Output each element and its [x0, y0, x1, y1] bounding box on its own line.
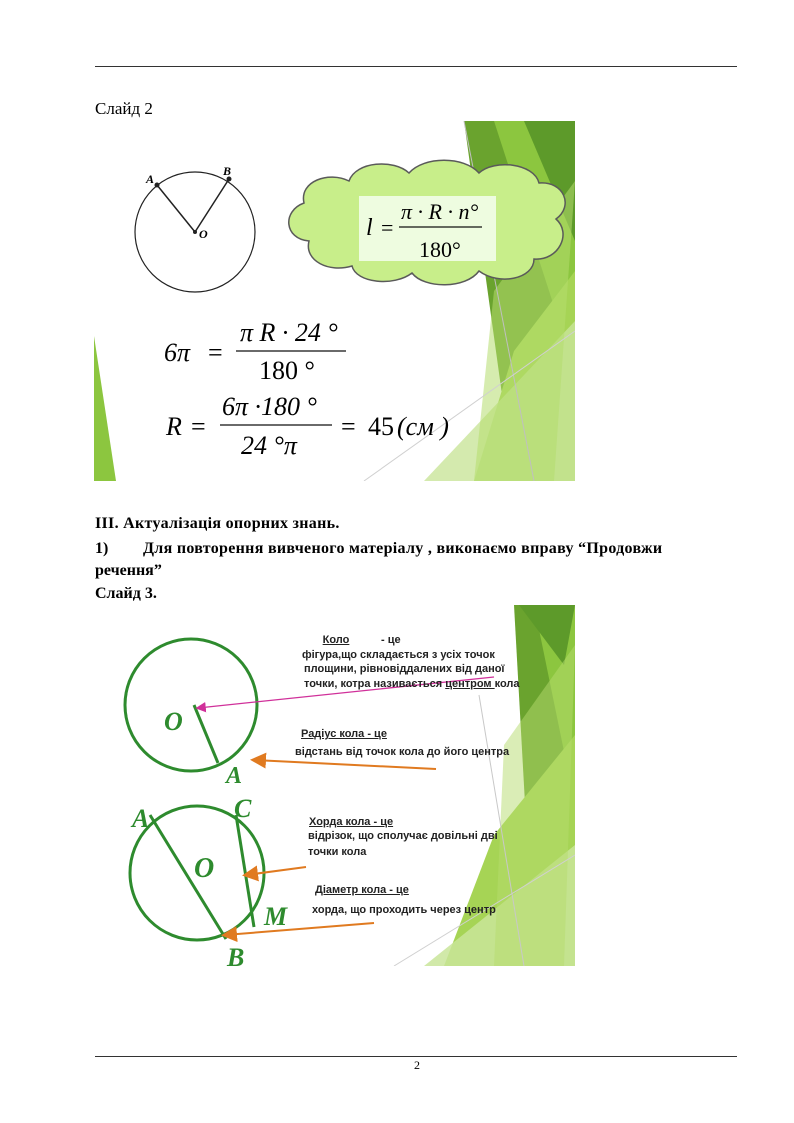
point-a — [155, 183, 160, 188]
formula-cloud — [289, 160, 565, 285]
kolo-line1: фігура,що складається з усіх точок — [302, 649, 495, 661]
eq1-numerator: π R · 24 ° — [240, 318, 338, 347]
label-b: B — [223, 164, 232, 178]
formula-denominator: 180° — [419, 237, 461, 262]
arrow-diameter — [225, 923, 374, 935]
radius-ob — [195, 179, 229, 232]
formula-eq: = — [381, 215, 394, 240]
circle-top — [125, 639, 257, 771]
slide2-graphics — [94, 121, 575, 481]
chord-term: Хорда кола - це — [309, 816, 394, 828]
item-number: 1) — [95, 540, 109, 557]
label-o: O — [199, 227, 208, 241]
diameter-text: хорда, що проходить через центр — [312, 904, 496, 916]
arrow-radius — [254, 760, 436, 769]
arrow-chord — [246, 867, 306, 875]
page-number: 2 — [414, 1058, 420, 1072]
diameter-term: Діаметр кола - це — [315, 884, 409, 896]
letter-m: M — [264, 902, 288, 931]
kolo-term: Коло — [322, 634, 350, 646]
radius-oa — [157, 185, 195, 232]
kolo-term-line — [294, 633, 401, 647]
slide2-image — [94, 121, 575, 481]
kolo-line2: площини, рівновіддалених від даної — [304, 663, 505, 675]
eq2-eq2: = — [341, 412, 356, 441]
eq2-numerator: 6π ·180 ° — [222, 392, 317, 421]
section-title: III. Актуалізація опорних знань. — [95, 515, 340, 532]
eq1-denominator: 180 ° — [259, 356, 315, 385]
chord-line1: відрізок, що сполучає довільні дві — [308, 830, 498, 842]
kolo-line3-term: центром — [445, 678, 495, 690]
green-shape — [94, 336, 116, 481]
chord-line2: точки кола — [308, 846, 367, 858]
eq2-result: 45 — [368, 412, 394, 441]
point-o — [193, 230, 197, 234]
eq2-denominator: 24 °π — [241, 431, 297, 460]
formula-lhs: l — [366, 215, 373, 241]
slide3-heading: Слайд 3. — [95, 585, 157, 602]
letter-b: B — [227, 943, 245, 966]
item-text-cont: речення” — [95, 562, 162, 579]
item-text: Для повторення вивченого матеріалу , виконаємо вправу “Продовжи — [143, 540, 663, 557]
letter-c: C — [234, 794, 252, 823]
kolo-suffix: - це — [378, 634, 401, 646]
kolo-line3-pre: точки, котра називається — [304, 678, 446, 690]
footer-rule — [95, 1056, 737, 1057]
radius-line — [194, 705, 218, 763]
formula-numerator: π · R · n° — [401, 199, 479, 224]
letter-a-bottom: A — [132, 804, 150, 833]
eq2-lhs: R — [166, 412, 182, 441]
label-a: A — [146, 172, 155, 186]
radius-term: Радіус кола - це — [301, 728, 387, 740]
kolo-line3-post: кола — [494, 678, 520, 690]
eq2-unit: (см ) — [397, 412, 449, 441]
header-rule — [95, 66, 737, 67]
eq2-eq: = — [191, 412, 206, 441]
letter-a-top: A — [226, 763, 243, 789]
eq1-eq: = — [208, 338, 223, 367]
eq1-lhs: 6π — [164, 338, 191, 367]
slide3-image — [94, 605, 575, 966]
letter-o-bottom: O — [194, 853, 215, 884]
letter-o-top: O — [164, 707, 183, 736]
diameter-line — [150, 815, 226, 939]
radius-text: відстань від точок кола до його центра — [295, 746, 510, 758]
kolo-line3 — [304, 677, 520, 691]
slide2-heading: Слайд 2 — [95, 99, 153, 118]
